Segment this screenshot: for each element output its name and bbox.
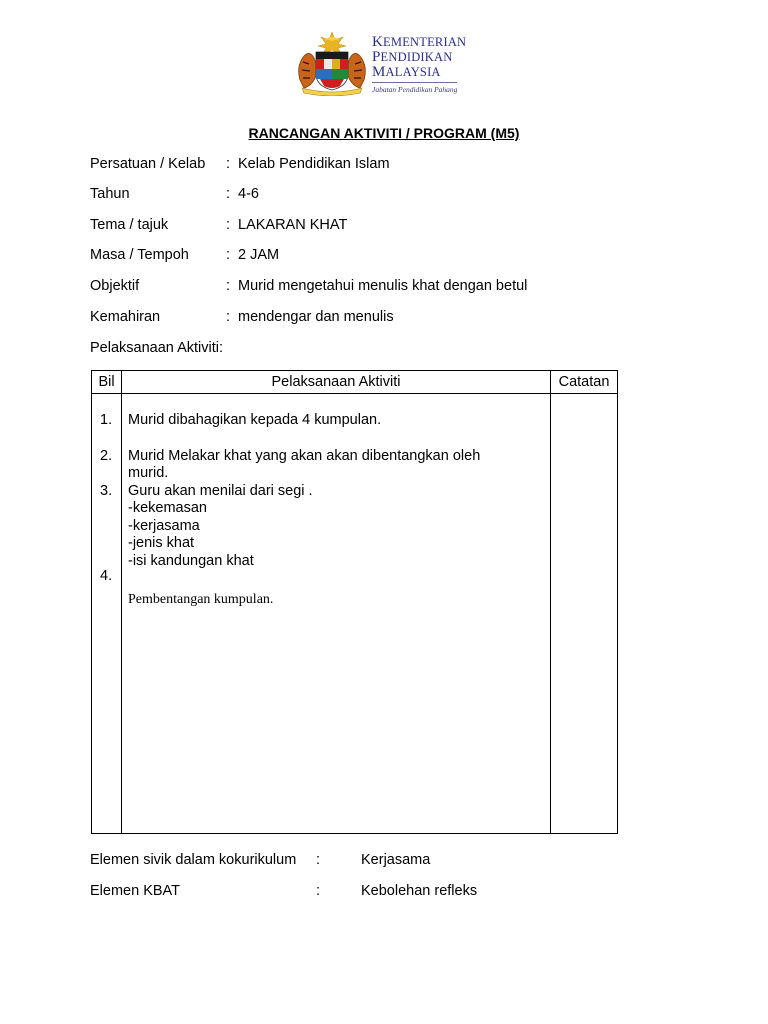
row-number: 4.: [100, 568, 113, 584]
activity-line: -isi kandungan khat: [128, 553, 254, 569]
execution-cell: [122, 394, 551, 834]
field-label: Persatuan / Kelab: [90, 156, 206, 172]
field-separator: :: [226, 247, 231, 263]
field-value: LAKARAN KHAT: [238, 217, 348, 233]
bil-cell: [92, 394, 122, 834]
header-notes: Catatan: [551, 371, 618, 394]
header-execution: Pelaksanaan Aktiviti: [122, 371, 551, 394]
field-separator: :: [226, 217, 231, 233]
table-body-row: [92, 394, 618, 834]
activity-line: -jenis khat: [128, 535, 195, 551]
ministry-line-2-initial: P: [372, 49, 381, 65]
notes-cell: [551, 394, 618, 834]
field-label: Tahun: [90, 186, 130, 202]
execution-label: Pelaksanaan Aktiviti:: [90, 340, 223, 356]
field-separator: :: [226, 278, 231, 294]
ministry-subtitle: Jabatan Pendidikan Pahang: [372, 85, 458, 94]
ministry-line-3-initial: M: [372, 64, 386, 80]
footer-value: Kerjasama: [361, 852, 431, 868]
document-title-text: RANCANGAN AKTIVITI / PROGRAM (M5): [248, 125, 520, 141]
ministry-line-3-rest: ALAYSIA: [385, 65, 441, 79]
activity-line: Murid Melakar khat yang akan akan dibentangkan oleh: [128, 448, 481, 464]
footer-label: Elemen sivik dalam kokurikulum: [90, 852, 297, 868]
row-number: 3.: [100, 483, 113, 499]
ministry-line-3: [372, 65, 466, 80]
field-value: 2 JAM: [238, 247, 280, 263]
footer-separator: :: [316, 883, 321, 899]
activity-line: -kerjasama: [128, 518, 200, 534]
ministry-line-1: [372, 35, 466, 50]
footer-separator: :: [316, 852, 321, 868]
field-separator: :: [226, 309, 231, 325]
activity-line: Guru akan menilai dari segi .: [128, 483, 313, 499]
field-value: Kelab Pendidikan Islam: [238, 156, 390, 172]
activity-line: Murid dibahagikan kepada 4 kumpulan.: [128, 412, 382, 428]
field-label: Tema / tajuk: [90, 217, 169, 233]
activity-table: [91, 370, 618, 834]
footer-label: Elemen KBAT: [90, 883, 180, 899]
activity-line: murid.: [128, 465, 169, 481]
field-label: Masa / Tempoh: [90, 247, 189, 263]
field-separator: :: [226, 186, 231, 202]
field-label: Kemahiran: [90, 309, 161, 325]
field-value: mendengar dan menulis: [238, 309, 394, 325]
field-separator: :: [226, 156, 231, 172]
document-title: [0, 125, 768, 141]
row-number: 2.: [100, 448, 113, 464]
ministry-line-2-rest: ENDIDIKAN: [380, 50, 453, 64]
ministry-line-1-initial: K: [372, 34, 384, 50]
table-header-row: [92, 371, 618, 394]
activity-line: Pembentangan kumpulan.: [128, 592, 274, 607]
ministry-divider: [372, 82, 457, 83]
row-number: 1.: [100, 412, 113, 428]
ministry-line-2: [372, 50, 466, 65]
field-value: 4-6: [238, 186, 259, 202]
footer-value: Kebolehan refleks: [361, 883, 478, 899]
coat-of-arms-icon: [294, 30, 370, 96]
ministry-wordmark: [372, 35, 466, 94]
activity-line: -kekemasan: [128, 500, 207, 516]
ministry-line-1-rest: EMENTERIAN: [383, 35, 467, 49]
ministry-logo: [294, 30, 467, 96]
header-bil: Bil: [92, 371, 122, 394]
field-label: Objektif: [90, 278, 140, 294]
field-value: Murid mengetahui menulis khat dengan betul: [238, 278, 528, 294]
